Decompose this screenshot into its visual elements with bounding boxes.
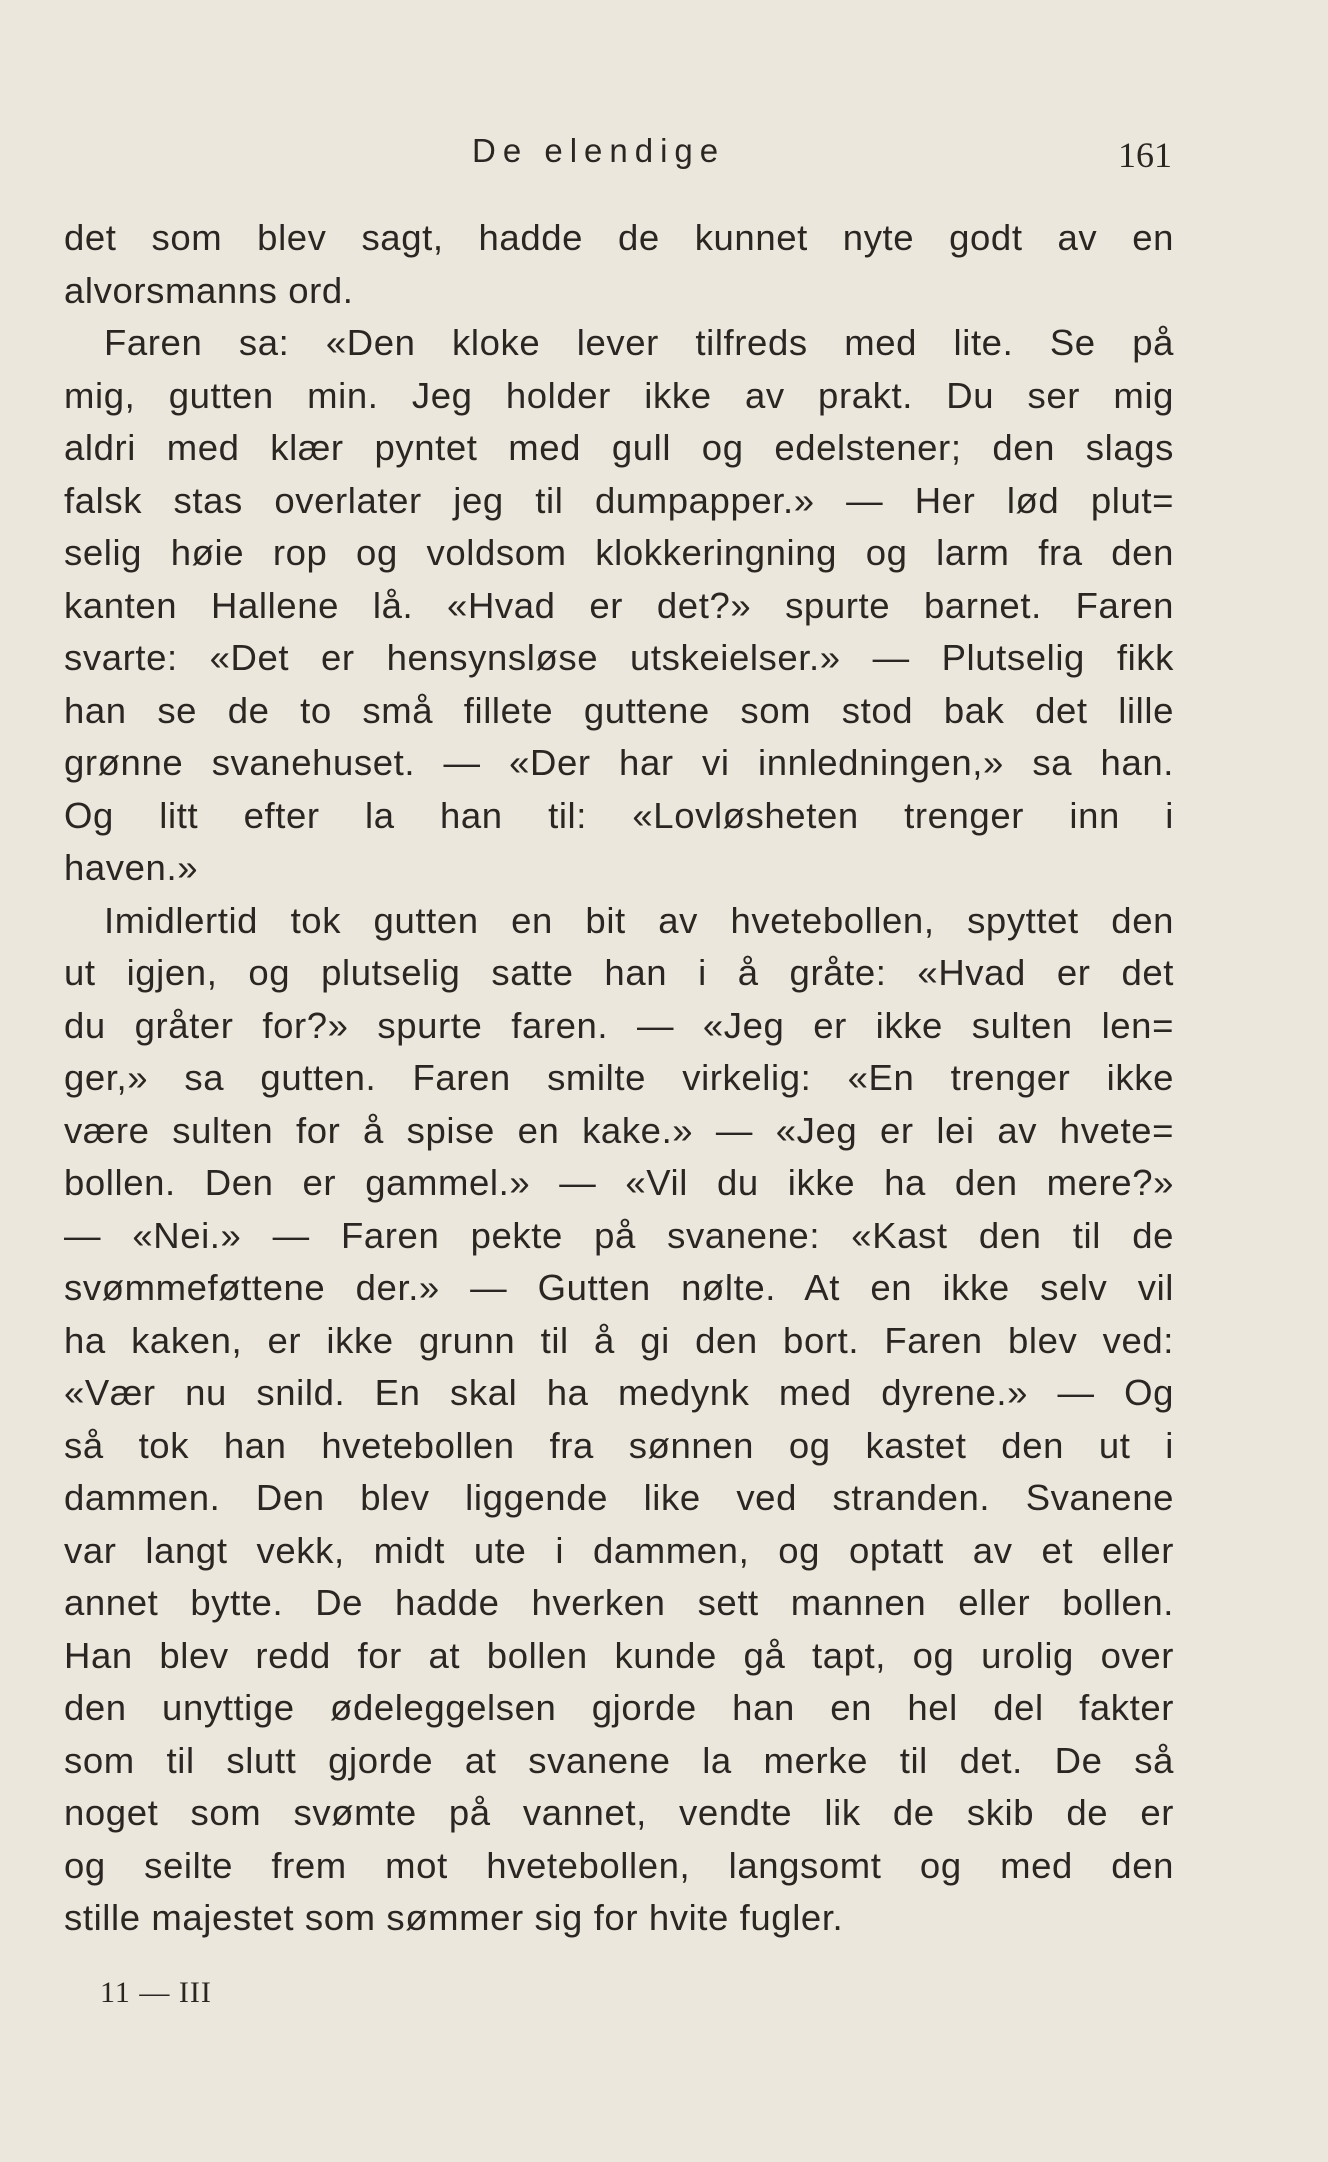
body-text bbox=[64, 212, 1174, 1945]
text-line: selig høie rop og voldsom klokkeringning og larm fra den bbox=[64, 532, 1174, 573]
text-line: mig, gutten min. Jeg holder ikke av prakt. Du ser mig bbox=[64, 374, 1174, 416]
text-line: være sulten for å spise en kake.» — «Jeg er lei av hvete= bbox=[64, 1109, 1174, 1151]
text-line: Og litt efter la han til: «Lovløsheten trenger inn i bbox=[64, 794, 1174, 836]
text-line: ha kaken, er ikke grunn til å gi den bort. Faren blev ved: bbox=[64, 1319, 1174, 1361]
text-line: og seilte frem mot hvetebollen, langsomt og med den bbox=[64, 1844, 1174, 1886]
text-line: ger,» sa gutten. Faren smilte virkelig: «En trenger ikke bbox=[64, 1057, 1174, 1098]
text-line: svarte: «Det er hensynsløse utskeielser.» — Plutselig fikk bbox=[64, 637, 1174, 678]
text-line: svømmeføttene der.» — Gutten nølte. At en ikke selv vil bbox=[64, 1267, 1174, 1308]
text-line: kanten Hallene lå. «Hvad er det?» spurte barnet. Faren bbox=[64, 584, 1174, 626]
text-line: bollen. Den er gammel.» — «Vil du ikke ha den mere?» bbox=[64, 1162, 1174, 1203]
text-line: han se de to små fillete guttene som stod bak det lille bbox=[64, 689, 1174, 731]
text-line: «Vær nu snild. En skal ha medynk med dyrene.» — Og bbox=[64, 1372, 1174, 1413]
text-line: alvorsmanns ord. bbox=[64, 269, 354, 311]
running-title: De elendige bbox=[472, 132, 726, 169]
text-line: aldri med klær pyntet med gull og edelstener; den slags bbox=[64, 427, 1174, 468]
text-line: var langt vekk, midt ute i dammen, og optatt av et eller bbox=[64, 1529, 1174, 1571]
text-line: — «Nei.» — Faren pekte på svanene: «Kast den til de bbox=[64, 1214, 1174, 1256]
text-line: du gråter for?» spurte faren. — «Jeg er ikke sulten len= bbox=[64, 1004, 1174, 1046]
text-line: det som blev sagt, hadde de kunnet nyte godt av en bbox=[64, 217, 1174, 258]
running-head bbox=[62, 132, 1172, 192]
text-line: stille majestet som sømmer sig for hvite fugler. bbox=[64, 1897, 844, 1938]
text-line: dammen. Den blev liggende like ved stranden. Svanene bbox=[64, 1477, 1174, 1518]
page-number: 161 bbox=[1118, 135, 1172, 175]
text-line: falsk stas overlater jeg til dumpapper.» — Her lød plut= bbox=[64, 479, 1174, 521]
text-line: ut igjen, og plutselig satte han i å gråte: «Hvad er det bbox=[64, 952, 1174, 993]
text-line: Han blev redd for at bollen kunde gå tapt, og urolig over bbox=[64, 1634, 1174, 1676]
text-line: annet bytte. De hadde hverken sett mannen eller bollen. bbox=[64, 1582, 1174, 1623]
text-line: som til slutt gjorde at svanene la merke til det. De så bbox=[64, 1739, 1174, 1781]
printer-signature: 11 — III bbox=[100, 1976, 212, 2009]
text-line: Imidlertid tok gutten en bit av hvetebollen, spyttet den bbox=[104, 899, 1174, 941]
text-line: så tok han hvetebollen fra sønnen og kastet den ut i bbox=[64, 1424, 1174, 1466]
text-line: grønne svanehuset. — «Der har vi innledningen,» sa han. bbox=[64, 742, 1174, 783]
text-line: noget som svømte på vannet, vendte lik de skib de er bbox=[64, 1792, 1174, 1833]
text-line: haven.» bbox=[64, 847, 199, 888]
text-line: Faren sa: «Den kloke lever tilfreds med lite. Se på bbox=[104, 322, 1174, 363]
text-line: den unyttige ødeleggelsen gjorde han en hel del fakter bbox=[64, 1687, 1174, 1728]
